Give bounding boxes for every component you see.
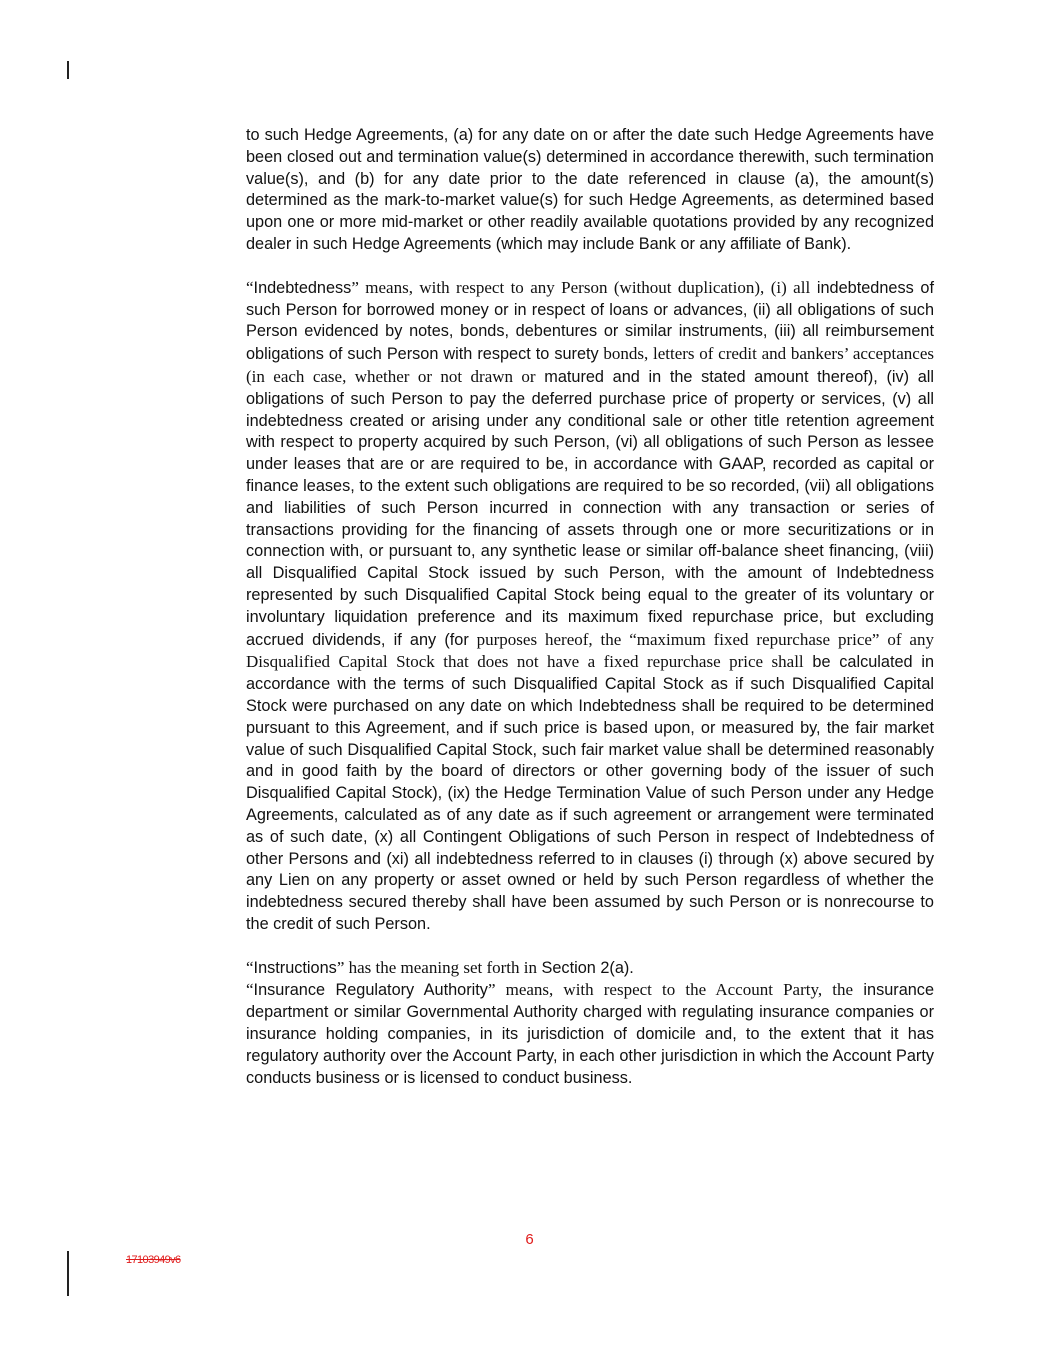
hedge-continuation-text: to such Hedge Agreements, (a) for any date on or after the date such Hedge Agreements have been closed out and termination value(s) determined in accordance therewith, such termination value(s), and (b) for any date prior to the date referenced in clause (a), the amount(s) determined as the mark-to-market value(s) for such Hedge Agreements, as determined based upon one or more mid-market or other readily available quotations provided by any recognized dealer in such Hedge Agreements (which may include Bank or any affiliate of Bank). (246, 126, 934, 253)
ira-open-quote: “ (246, 980, 254, 1000)
ira-text: insurance department or similar Governmental Authority charged with regulating insurance companies or insurance holding companies, in its jurisdiction of domicile and, to the extent that it has regulatory authority over the Account Party, in each other jurisdiction in which the Account Party conducts business or is licensed to conduct business. (246, 981, 934, 1087)
insurance-regulatory-authority-definition-paragraph (246, 979, 934, 1089)
change-bar-bottom (67, 1251, 69, 1296)
instructions-open-quote: “ (246, 957, 254, 977)
indebtedness-text-part-2: bonds, letters of credit and bankers’ acceptances (in each case, whether or not drawn or (246, 344, 934, 386)
document-body (246, 125, 934, 1089)
indebtedness-definition-paragraph (246, 277, 934, 936)
indebtedness-lead-text: means, with respect to any Person (without duplication), (i) all (358, 277, 811, 297)
hedge-termination-continuation-paragraph (246, 125, 934, 256)
indebtedness-term: Indebtedness (253, 278, 352, 297)
indebtedness-text-part-1: indebtedness of such Person for borrowed money or in respect of loans or advances, (ii) all obligations of such Person evidenced by notes, bonds, debentures or similar instruments, (iii) all reimbursement obligations of such Person with respect to surety (246, 278, 934, 364)
indebtedness-close-quote: ” (351, 277, 359, 297)
instructions-section-reference: Section 2(a). (536, 958, 634, 977)
instructions-lead-text: has the meaning set forth in (344, 957, 537, 977)
instructions-term: Instructions (253, 958, 337, 977)
instructions-close-quote: ” (336, 957, 345, 977)
ira-term: Insurance Regulatory Authority (253, 981, 488, 1000)
page-number: 6 (525, 1231, 534, 1248)
ira-close-quote: ” (487, 980, 496, 1000)
document-id-footer: 17103949v6 (126, 1254, 181, 1266)
indebtedness-open-quote: “ (246, 277, 254, 297)
instructions-definition-paragraph (246, 957, 934, 980)
indebtedness-text-part-4: purposes hereof, the “maximum fixed repurchase price” of any Disqualified Capital Stock that does not have a fixed repurchase price shall (246, 629, 934, 672)
indebtedness-text-part-5: be calculated in accordance with the terms of such Disqualified Capital Stock as if such Disqualified Capital Stock were purchased on any date on which Indebtedness shall be required to be determined pursuant to this Agreement, and if such price is based upon, or measured by, the fair market value of such Disqualified Capital Stock, such fair market value shall be determined reasonably and in good faith by the board of directors or other governing body of the issuer of such Disqualified Capital Stock), (ix) the Hedge Termination Value of such Person under any Hedge Agreements, calculated as of any date as if such agreement or arrangement were terminated as of such date, (x) all Contingent Obligations of such Person in respect of Indebtedness of other Persons and (xi) all indebtedness referred to in clauses (i) through (x) above secured by any Lien on any property or asset owned or held by such Person regardless of whether the indebtedness secured thereby shall have been assumed by such Person or is nonrecourse to the credit of such Person. (246, 653, 934, 933)
ira-lead-text: means, with respect to the Account Party, the (495, 980, 853, 1000)
change-bar-top (67, 61, 69, 79)
indebtedness-text-part-3: matured and in the stated amount thereof), (iv) all obligations of such Person to pay the deferred purchase price of property or services, (v) all indebtedness created or arising under any conditional sale or other title retention agreement with respect to property acquired by such Person, (vi) all obligations of such Person as lessee under leases that are or are required to be, in accordance with GAAP, recorded as capital or finance leases, to the extent such obligations are required to be so recorded, (vii) all obligations and liabilities of such Person incurred in connection with any transaction or series of transactions providing for the financing of assets through one or more securitizations or in connection with, or pursuant to, any synthetic lease or similar off-balance sheet financing, (viii) all Disqualified Capital Stock issued by such Person, with the amount of Indebtedness represented by such Disqualified Capital Stock being equal to the greater of its voluntary or involuntary liquidation preference and its maximum fixed repurchase price, but excluding accrued dividends, if any (for (246, 367, 935, 649)
